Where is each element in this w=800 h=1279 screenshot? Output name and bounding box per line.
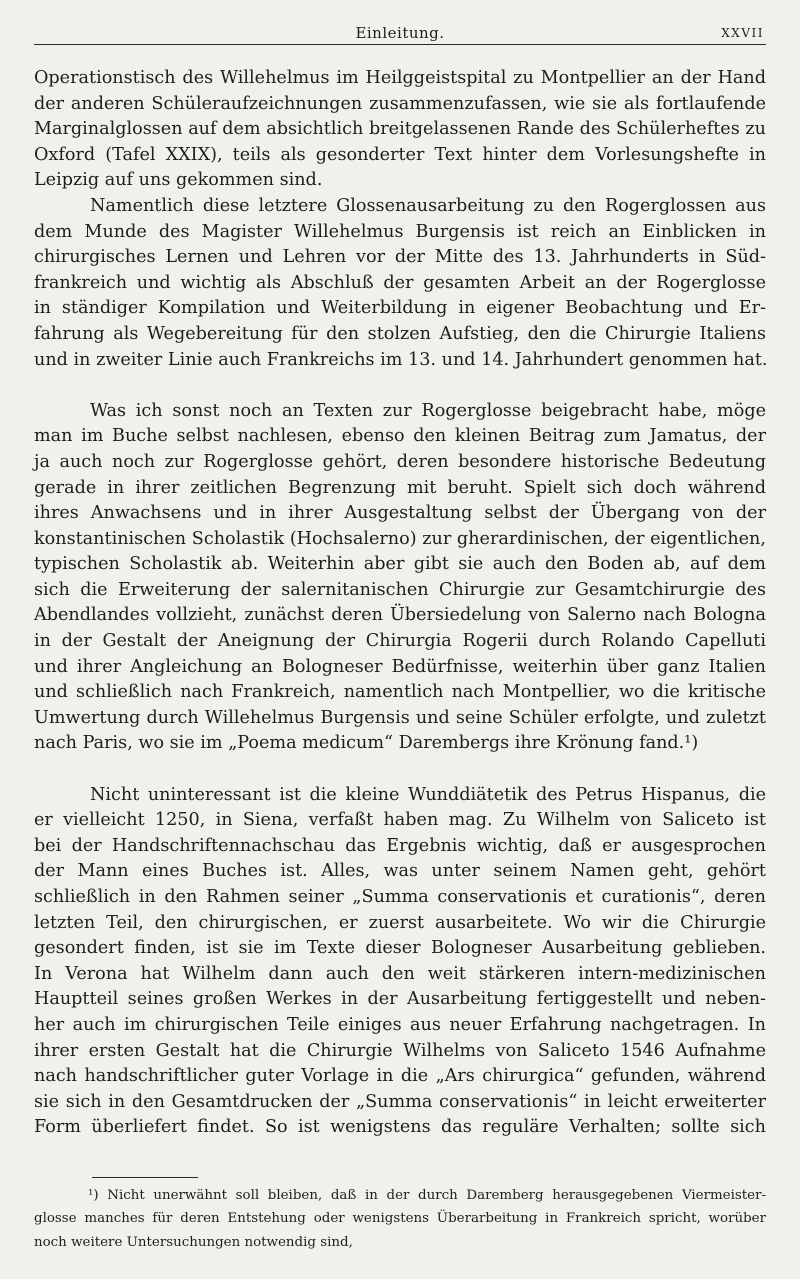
text-line: konstantinischen Scholastik (Hochsalerno) zur gherardinischen, der eigentlichen, [34,528,766,549]
text-line: nach handschriftlicher guter Vorlage in die „Ars chirurgica“ gefunden, während [34,1066,766,1087]
paragraph [34,399,766,757]
text-line: Leipzig auf uns gekommen sind. [34,170,323,191]
text-line: ihres Anwachsens und in ihrer Ausgestaltung selbst der Übergang von der [34,503,766,524]
text-line: typischen Scholastik ab. Weiterhin aber gibt sie auch den Boden ab, auf dem [34,554,766,575]
text-line: Marginalglossen auf dem absichtlich breitgelassenen Rande des Schülerheftes zu [34,119,766,140]
text-line: und in zweiter Linie auch Frankreichs im 13. und 14. Jahrhundert genommen hat. [34,349,768,370]
text-line: Abendlandes vollzieht, zunächst deren Übersiedelung von Salerno nach Bologna [34,605,766,626]
paragraph [34,783,766,1141]
text-line: chirurgisches Lernen und Lehren vor der Mitte des 13. Jahrhunderts in Süd- [34,247,766,268]
text-line: in der Gestalt der Aneignung der Chirurgia Rogerii durch Rolando Capelluti [34,631,766,652]
text-line: dem Munde des Magister Willehelmus Burgensis ist reich an Einblicken in [34,221,766,242]
text-line: Operationstisch des Willehelmus im Heilggeistspital zu Montpellier an der Hand [34,68,766,88]
text-line: Namentlich diese letztere Glossenausarbeitung zu den Rogerglossen aus [90,195,766,216]
text-line: gesondert finden, ist sie im Texte dieser Bologneser Ausarbeitung geblieben. [34,938,766,959]
text-line: letzten Teil, den chirurgischen, er zuerst ausarbeitete. Wo wir die Chirurgie [34,912,766,933]
footnote-line: noch weitere Untersuchungen notwendig sind, [34,1234,353,1250]
text-line: der Mann eines Buches ist. Alles, was unter seinem Namen geht, gehört [34,861,766,882]
footnote-line: glosse manches für deren Entstehung oder wenigstens Überarbeitung in Frankreich spricht, worüber [34,1211,766,1227]
footnote-rule [92,1177,198,1178]
paragraph [34,66,766,194]
text-line: her auch im chirurgischen Teile einiges aus neuer Erfahrung nachgetragen. In [34,1014,766,1035]
text-line: frankreich und wichtig als Abschluß der gesamten Arbeit an der Rogerglosse [34,272,766,293]
text-line: Was ich sonst noch an Texten zur Rogerglosse beigebracht habe, möge [90,400,766,421]
text-line: Nicht uninteressant ist die kleine Wunddiätetik des Petrus Hispanus, die [90,784,766,805]
footnotes [34,1184,766,1254]
text-line: in ständiger Kompilation und Weiterbildung in eigener Beobachtung und Er- [34,298,766,319]
text-line: Umwertung durch Willehelmus Burgensis und seine Schüler erfolgte, und zuletzt [34,707,766,728]
text-line: ja auch noch zur Rogerglosse gehört, deren besondere historische Bedeutung [34,451,766,472]
paragraph [34,194,766,373]
header-title: Einleitung. [355,24,445,42]
running-header [34,22,766,45]
text-line: nach Paris, wo sie im „Poema medicum“ Darembergs ihre Krönung fand.¹) [34,733,699,754]
text-line: Oxford (Tafel XXIX), teils als gesonderter Text hinter dem Vorlesungshefte in [34,144,766,165]
text-line: sich die Erweiterung der salernitanischen Chirurgie zur Gesamtchirurgie des [34,579,766,600]
page-number: XXVII [721,26,764,40]
footnote-line: ¹) Nicht unerwähnt soll bleiben, daß in der durch Daremberg herausgegebenen Viermeister- [88,1188,766,1203]
text-line: gerade in ihrer zeitlichen Begrenzung mit beruht. Spielt sich doch während [34,477,766,498]
text-line: fahrung als Wegebereitung für den stolzen Aufstieg, den die Chirurgie Italiens [34,323,766,344]
text-line: bei der Handschriftennachschau das Ergebnis wichtig, daß er ausgesprochen [34,835,766,856]
text-line: sie sich in den Gesamtdrucken der „Summa conservationis“ in leicht erweiterter [34,1091,766,1112]
text-line: Form überliefert findet. So ist wenigstens das reguläre Verhalten; sollte sich [34,1117,766,1138]
text-line: und ihrer Angleichung an Bologneser Bedürfnisse, weiterhin über ganz Italien [34,656,766,677]
text-line: und schließlich nach Frankreich, namentlich nach Montpellier, wo die kritische [34,682,766,703]
text-line: der anderen Schüleraufzeichnungen zusammenzufassen, wie sie als fortlaufende [34,93,766,114]
body-text [34,66,766,1141]
text-line: er vielleicht 1250, in Siena, verfaßt haben mag. Zu Wilhelm von Saliceto ist [34,810,766,831]
text-line: Hauptteil seines großen Werkes in der Ausarbeitung fertiggestellt und neben- [34,989,766,1010]
text-line: In Verona hat Wilhelm dann auch den weit stärkeren intern-medizinischen [34,963,766,984]
text-line: schließlich in den Rahmen seiner „Summa conservationis et curationis“, deren [34,887,766,907]
text-line: ihrer ersten Gestalt hat die Chirurgie Wilhelms von Saliceto 1546 Aufnahme [34,1040,766,1061]
text-line: man im Buche selbst nachlesen, ebenso den kleinen Beitrag zum Jamatus, der [34,426,766,447]
